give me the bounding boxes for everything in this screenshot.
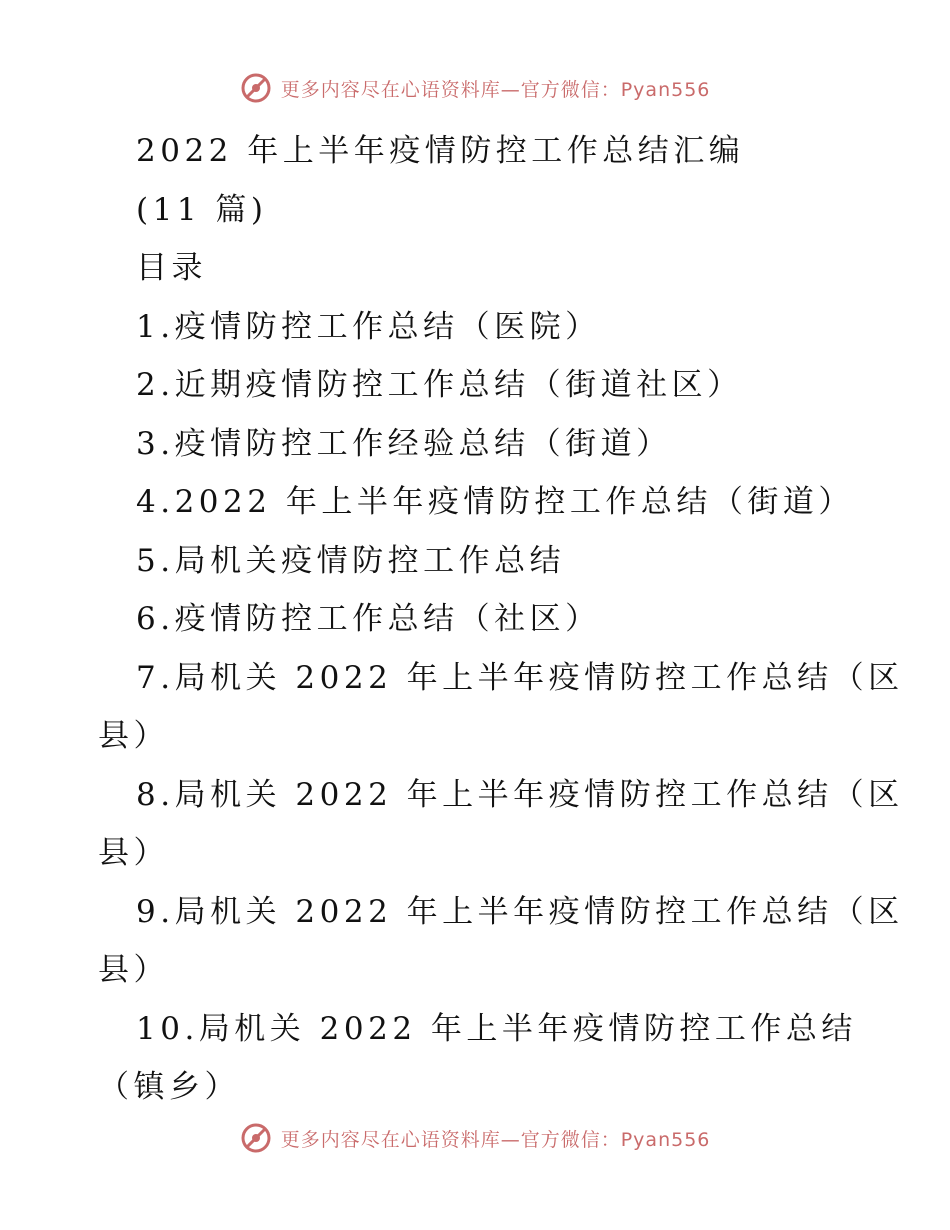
toc-item-3: 3.疫情防控工作经验总结（街道） <box>136 425 672 462</box>
watermark-text: 更多内容尽在心语资料库—官方微信：Pyan556 <box>280 78 711 101</box>
document-body <box>98 122 904 1117</box>
toc-item-4: 4.2022 年上半年疫情防控工作总结（街道） <box>136 484 854 520</box>
document-title: 2022 年上半年疫情防控工作总结汇编 <box>136 133 745 169</box>
toc-item-10-continued: （镇乡） <box>98 1069 240 1105</box>
document-subtitle: (11 篇) <box>136 191 268 228</box>
toc-item-6: 6.疫情防控工作总结（社区） <box>136 601 601 637</box>
footer-watermark <box>0 1122 950 1158</box>
toc-item-8-continued: 县） <box>98 835 169 871</box>
brand-logo-icon <box>240 72 272 104</box>
toc-item-7: 7.局机关 2022 年上半年疫情防控工作总结（区 <box>136 659 904 696</box>
header-watermark <box>0 72 950 108</box>
toc-item-5: 5.局机关疫情防控工作总结 <box>136 542 566 579</box>
toc-item-2: 2.近期疫情防控工作总结（街道社区） <box>136 367 743 403</box>
toc-item-9: 9.局机关 2022 年上半年疫情防控工作总结（区 <box>136 893 904 930</box>
toc-item-8: 8.局机关 2022 年上半年疫情防控工作总结（区 <box>136 776 904 813</box>
toc-item-7-continued: 县） <box>98 718 169 754</box>
toc-item-10: 10.局机关 2022 年上半年疫情防控工作总结 <box>136 1010 857 1047</box>
watermark-text: 更多内容尽在心语资料库—官方微信：Pyan556 <box>280 1128 711 1151</box>
brand-logo-icon <box>240 1122 272 1154</box>
toc-item-1: 1.疫情防控工作总结（医院） <box>136 308 601 345</box>
toc-heading: 目录 <box>136 250 207 286</box>
toc-item-9-continued: 县） <box>98 952 169 988</box>
